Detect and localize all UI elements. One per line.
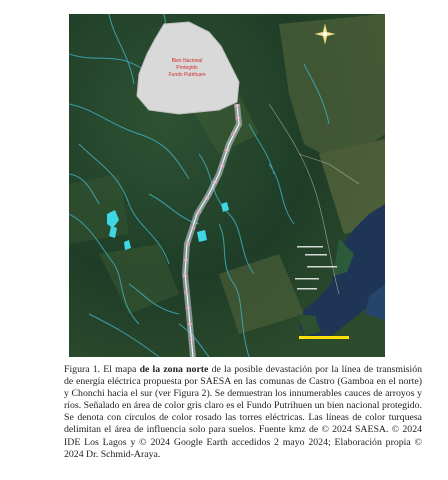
- protected-label-line-1: Bien Nacional: [171, 58, 203, 64]
- map-figure: [69, 14, 385, 357]
- protected-label-line-2: Protegido: [176, 65, 198, 71]
- satellite-map: [69, 14, 385, 357]
- caption-rest: de la posible devastación por la línea de transmisión de energía eléctrica propuesta por SAESA en las comunas de Castro (Gamboa en el norte) y Chonchi hacia el sur (ver Figura 2). Se demuestran los innumerables cauces de arroyos y ríos. Señalado en área de color gris claro es el Fundo Putrihuen un bien nacional protegido. Se denota con círculos de color rosado las torres eléctricas. Las líneas de color turquesa delimitan el área de influencia solo para suelos. Fuente kmz de © 2024 SAESA. © 2024 IDE Los Lagos y © 2024 Google Earth accedidos 2 mayo 2024; Elaboración propia © 2024 Dr. Schmid-Araya.: [64, 364, 422, 460]
- caption-bold: de la zona norte: [139, 364, 209, 375]
- scale-bar: [299, 336, 349, 339]
- protected-label-line-3: Fundo Putrihuen: [168, 72, 206, 78]
- caption-prefix: Figura 1. El mapa: [64, 364, 140, 375]
- figure-caption: [64, 364, 422, 461]
